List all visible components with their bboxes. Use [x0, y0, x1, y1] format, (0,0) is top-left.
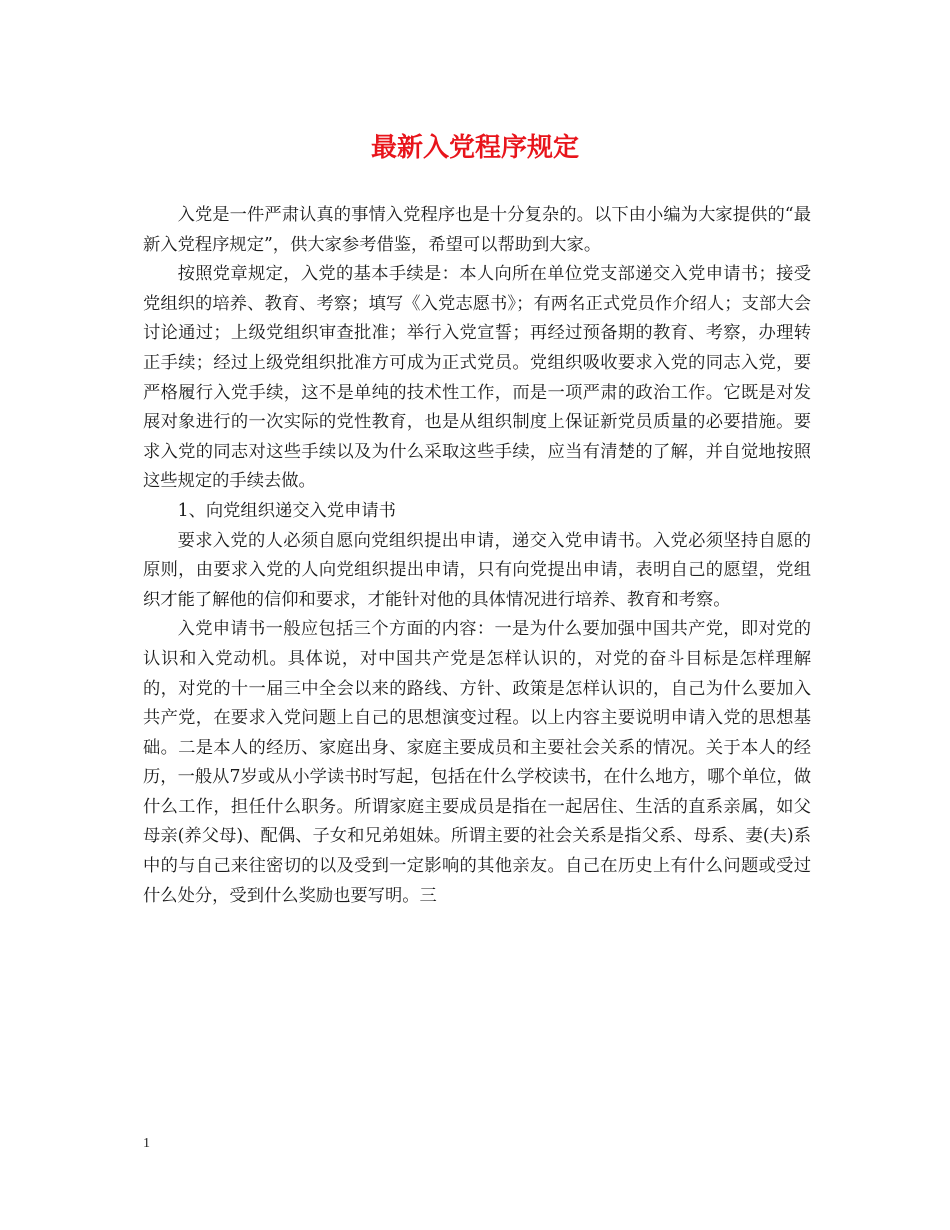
section-heading-1: 1、向党组织递交入党申请书	[177, 500, 396, 521]
paragraph-application: 要求入党的人必须自愿向党组织提出申请，递交入党申请书。入党必须坚持自愿的原则，由要求入党的人向党组织提出申请，只有向党提出申请，表明自己的愿望，党组织才能了解他的信仰和要求，才能针对他的具体情况进行培养、教育和考察。	[143, 530, 811, 610]
document-body	[143, 201, 811, 911]
document-title: 最新入党程序规定	[370, 133, 579, 163]
paragraph-application-content: 入党申请书一般应包括三个方面的内容：一是为什么要加强中国共产党，即对党的认识和入党动机。具体说，对中国共产党是怎样认识的，对党的奋斗目标是怎样理解的，对党的十一届三中全会以来的路线、方针、政策是怎样认识的，自己为什么要加入共产党，在要求入党问题上自己的思想演变过程。以上内容主要说明申请入党的思想基础。二是本人的经历、家庭出身、家庭主要成员和主要社会关系的情况。关于本人的经历，一般从7岁或从小学读书时写起，包括在什么学校读书，在什么地方，哪个单位，做什么工作，担任什么职务。所谓家庭主要成员是指在一起居住、生活的直系亲属，如父母亲(养父母)、配偶、子女和兄弟姐妹。所谓主要的社会关系是指父系、母系、妻(夫)系中的与自己来往密切的以及受到一定影响的其他亲友。自己在历史上有什么问题或受过什么处分，受到什么奖励也要写明。三	[143, 619, 811, 906]
paragraph-intro: 入党是一件严肃认真的事情入党程序也是十分复杂的。以下由小编为大家提供的“最新入党程序规定”，供大家参考借鉴，希望可以帮助到大家。	[143, 205, 811, 255]
paragraph-procedures: 按照党章规定，入党的基本手续是：本人向所在单位党支部递交入党申请书；接受党组织的培养、教育、考察；填写《入党志愿书》；有两名正式党员作介绍人；支部大会讨论通过；上级党组织审查批准；举行入党宣誓；再经过预备期的教育、考察，办理转正手续；经过上级党组织批准方可成为正式党员。党组织吸收要求入党的同志入党，要严格履行入党手续，这不是单纯的技术性工作，而是一项严肃的政治工作。它既是对发展对象进行的一次实际的党性教育，也是从组织制度上保证新党员质量的必要措施。要求入党的同志对这些手续以及为什么采取这些手续，应当有清楚的了解，并自觉地按照这些规定的手续去做。	[143, 264, 811, 492]
page-number: 1	[143, 1136, 150, 1151]
